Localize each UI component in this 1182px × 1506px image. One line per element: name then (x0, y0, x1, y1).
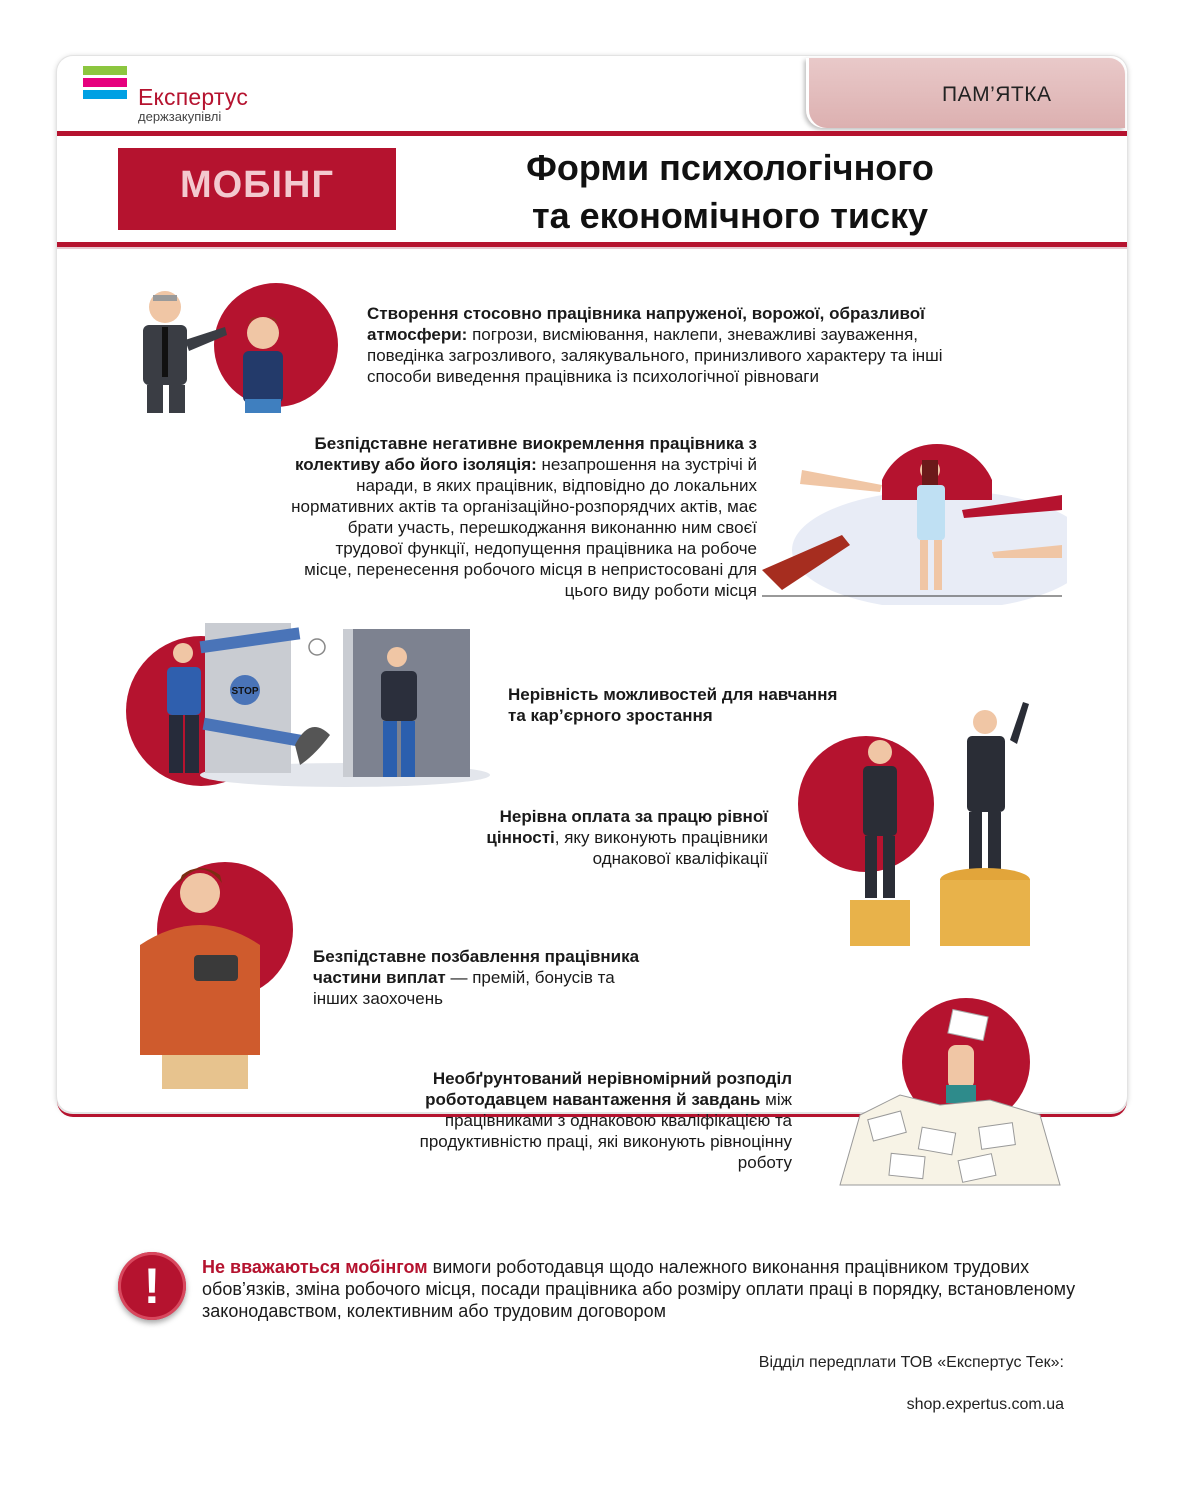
isolation-illustration (762, 440, 1067, 605)
item-isolation-bold: Безпідставне негативне виокремлення працівника з колективу або його ізоляція: (294, 434, 757, 474)
header-rule (57, 131, 1127, 136)
empty-wallet-illustration (130, 855, 300, 1090)
item-unequal-pay-text: , яку виконують працівники однакової кваліфікації (554, 828, 768, 868)
item-isolation-text: незапрошення на зустрічі й наради, в яких працівник, відповідно до локальних нормативних актів та організаційно-розпорядчих актів, має брати участь, перешкоджання виконанню ним своєї трудової функції, недопущення працівника на робоче місце, перенесення робочого місця в непристосовані для цього виду роботи місця (291, 455, 757, 600)
item-hostile-atmosphere-bold: Створення стосовно працівника напруженої, ворожої, образливої атмосфери: (367, 304, 925, 344)
item-workload-distribution-text: між працівниками з однаковою кваліфікацією та продуктивністю праці, які виконують рівноцінну роботу (419, 1090, 792, 1172)
item-payment-deprivation (313, 946, 643, 1009)
footer-dept: Відділ передплати ТОВ «Експертус Тек»: (758, 1354, 1064, 1371)
mobing-badge-text: МОБІНГ (179, 164, 335, 206)
logo-subtitle: держзакупівлі (138, 109, 222, 124)
page-title (470, 144, 990, 240)
page-title-line2: та економічного тиску (531, 195, 929, 236)
expertus-logo-icon (83, 66, 127, 102)
item-unequal-pay-bold: Нерівна оплата за працю рівної цінності (486, 807, 768, 847)
memo-tag: ПАМ’ЯТКА (942, 83, 1052, 106)
item-workload-distribution-bold: Необґрунтований нерівномірний розподіл роботодавцем навантаження й завдань (425, 1069, 792, 1109)
item-isolation (285, 433, 757, 601)
warning-icon: ! (118, 1252, 186, 1320)
item-career-inequality (508, 684, 848, 726)
page-title-line1: Форми психологічного (526, 147, 934, 188)
warning-note (202, 1256, 1102, 1322)
logo-name: Експертус (138, 84, 249, 110)
item-career-inequality-bold: Нерівність можливостей для навчання та кар’єрного зростання (508, 685, 838, 725)
blocked-door-illustration (145, 615, 490, 790)
warning-note-bold: Не вважаються мобінгом (202, 1257, 428, 1277)
item-hostile-atmosphere-text: погрози, висміювання, наклепи, зневажливі зауваження, поведінка загрозливого, залякувального, принизливого характеру та інші способи виведення працівника із психологічної рівноваги (367, 325, 943, 386)
item-payment-deprivation-text: — премій, бонусів та інших заохочень (313, 968, 615, 1008)
footer-url-link[interactable]: shop.expertus.com.ua (906, 1396, 1064, 1413)
stop-sign-label: STOP (231, 686, 259, 697)
angry-boss-illustration (125, 285, 325, 415)
paper-pile-illustration (830, 1005, 1065, 1195)
warning-note-text: вимоги роботодавця щодо належного виконання працівником трудових обов’язків, зміна робочого місця, посади працівника або розміру оплати праці в порядку, встановленому законодавством, колективним або трудовим договором (202, 1257, 1076, 1321)
item-hostile-atmosphere (367, 303, 987, 387)
item-payment-deprivation-bold: Безпідставне позбавлення працівника частини виплат (313, 947, 640, 987)
title-rule (57, 242, 1127, 247)
item-unequal-pay (430, 806, 768, 869)
unequal-pay-illustration (845, 700, 1045, 950)
item-workload-distribution (402, 1068, 792, 1173)
